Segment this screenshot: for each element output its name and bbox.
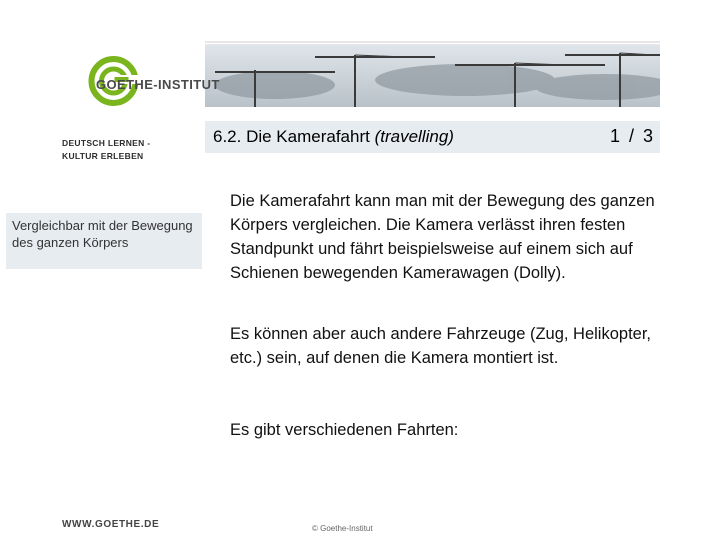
brand-slogan: [62, 137, 150, 163]
body-paragraph-3: Es gibt verschiedenen Fahrten:: [230, 421, 459, 439]
slide-title-italic: (travelling): [374, 127, 454, 146]
body-paragraph-1: Die Kamerafahrt kann man mit der Bewegung des ganzen Körpers vergleichen. Die Kamera verlässt ihren festen Standpunkt und fährt beispielsweise auf einem sich auf Schienen bewegenden Kamerawagen (Dolly).: [230, 192, 655, 282]
page-number: 1 / 3: [610, 126, 656, 146]
sidebar-note: Vergleichbar mit der Bewegung des ganzen Körpers: [12, 218, 193, 250]
slide-title: [213, 127, 454, 147]
slogan-line-1: DEUTSCH LERNEN -: [62, 138, 151, 148]
slogan-line-2: KULTUR ERLEBEN: [62, 151, 144, 161]
footer-url[interactable]: WWW.GOETHE.DE: [62, 519, 160, 530]
header-crane-photo: [205, 45, 660, 107]
footer-copyright: © Goethe-Institut: [312, 524, 373, 533]
slide-title-main: 6.2. Die Kamerafahrt: [213, 127, 375, 146]
body-paragraph-2: Es können aber auch andere Fahrzeuge (Zug, Helikopter, etc.) sein, auf denen die Kamera montiert ist.: [230, 325, 652, 367]
brand-name: GOETHE-INSTITUT: [96, 77, 220, 92]
